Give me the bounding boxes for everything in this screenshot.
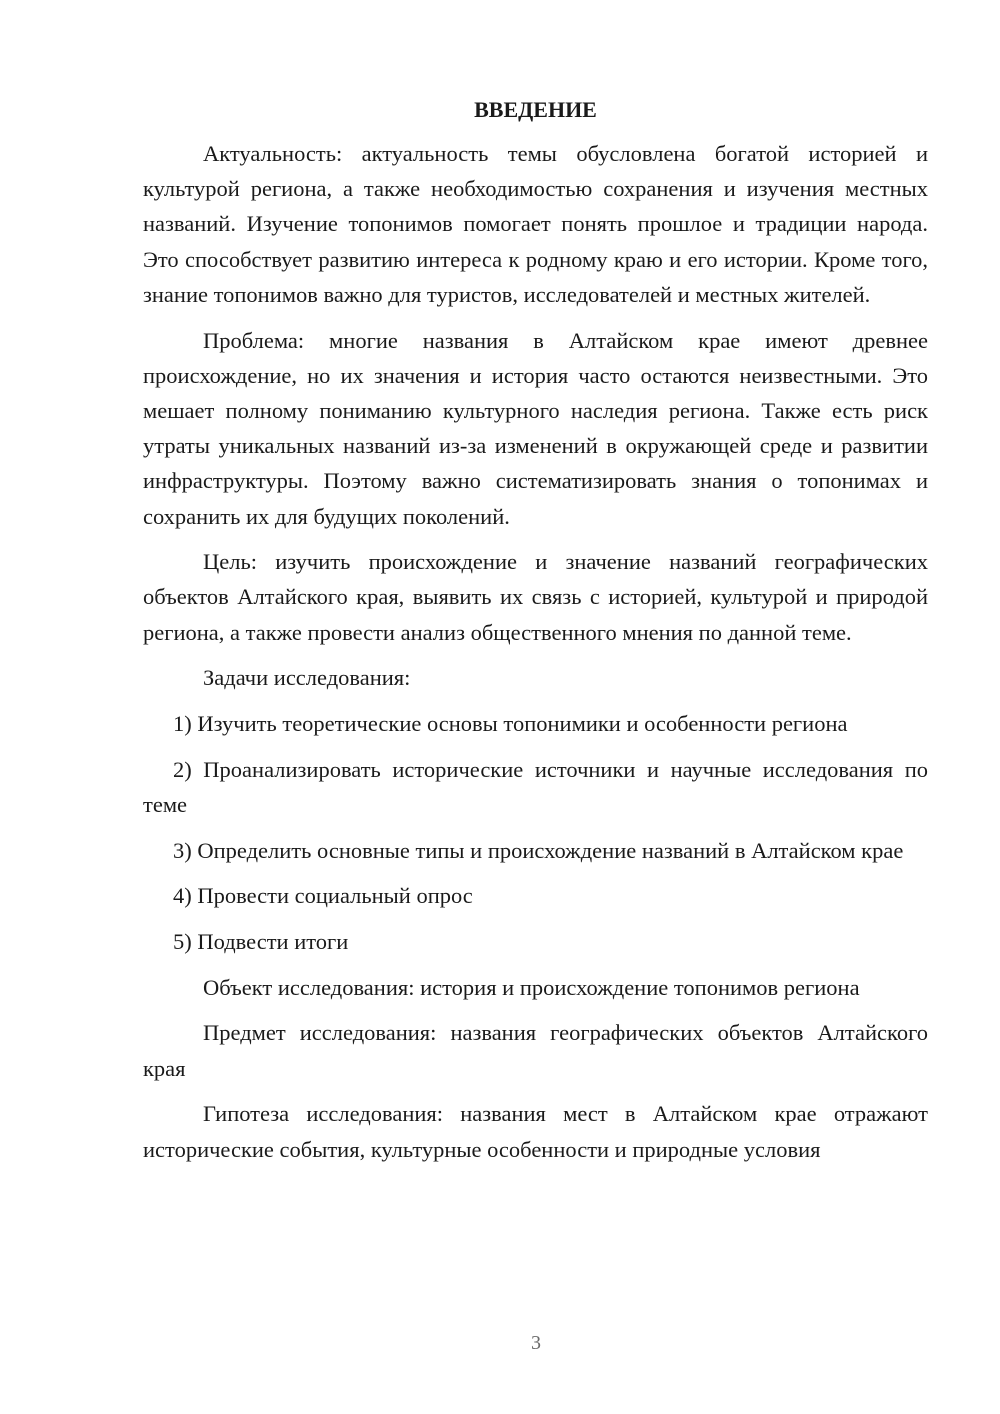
paragraph-goal: Цель: изучить происхождение и значение названий географических объектов Алтайского края, выявить их связь с историей, культурой и природой региона, а также провести анализ общественного мнения по данной теме. xyxy=(143,549,928,645)
paragraph-object: Объект исследования: история и происхождение топонимов региона xyxy=(203,974,860,1000)
task-item-2: 2) Проанализировать исторические источники и научные исследования по теме xyxy=(143,756,928,817)
paragraph-hypothesis: Гипотеза исследования: названия мест в Алтайском крае отражают исторические события, культурные особенности и природные условия xyxy=(143,1101,928,1162)
tasks-heading: Задачи исследования: xyxy=(203,665,411,691)
paragraph-subject: Предмет исследования: названия географических объектов Алтайского края xyxy=(143,1020,928,1081)
page-number: 3 xyxy=(531,1332,541,1354)
paragraph-problem: Проблема: многие названия в Алтайском крае имеют древнее происхождение, но их значения и история часто остаются неизвестными. Это мешает полному пониманию культурного наследия региона. Также есть риск утраты уникальных названий из-за изменений в окружающей среде и развитии инфраструктуры. Поэтому важно систематизировать знания о топонимах и сохранить их для будущих поколений. xyxy=(143,327,928,529)
task-item-3: 3) Определить основные типы и происхождение названий в Алтайском крае xyxy=(173,837,904,863)
paragraph-relevance: Актуальность: актуальность темы обусловлена богатой историей и культурой региона, а также необходимостью сохранения и изучения местных названий. Изучение топонимов помогает понять прошлое и традиции народа. Это способствует развитию интереса к родному краю и его истории. Кроме того, знание топонимов важно для туристов, исследователей и местных жителей. xyxy=(143,141,928,307)
task-item-4: 4) Провести социальный опрос xyxy=(173,883,473,909)
section-title: ВВЕДЕНИЕ xyxy=(474,97,597,122)
document-body xyxy=(143,92,928,1177)
task-item-1: 1) Изучить теоретические основы топонимики и особенности региона xyxy=(173,711,848,737)
task-item-5: 5) Подвести итоги xyxy=(173,929,349,955)
